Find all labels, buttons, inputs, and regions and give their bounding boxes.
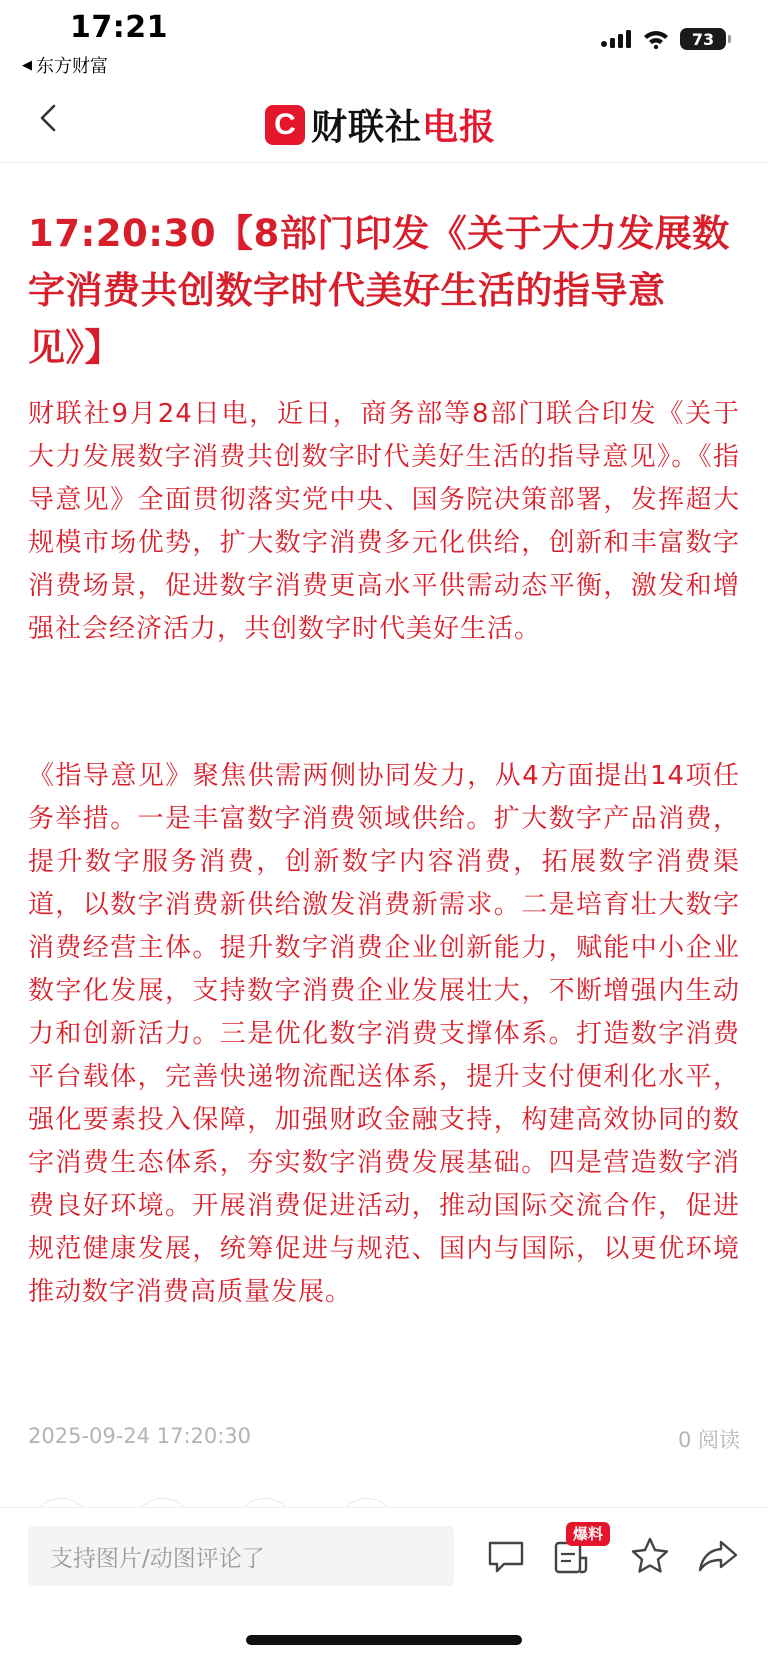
publish-datetime: 2025-09-24 17:20:30 [28, 1424, 252, 1448]
article-paragraph-2: 《指导意见》聚焦供需两侧协同发力，从4方面提出14项任务举措。一是丰富数字消费领域供给。扩大数字产品消费，提升数字服务消费，创新数字内容消费，拓展数字消费渠道，以数字消费新供给激发消费新需求。二是培育壮大数字消费经营主体。提升数字消费企业创新能力，赋能中小企业数字化发展，支持数字消费企业发展壮大，不断增强内生动力和创新活力。三是优化数字消费支撑体系。打造数字消费平台载体，完善快递物流配送体系，提升支付便利化水平，强化要素投入保障，加强财政金融支持，构建高效协同的数字消费生态体系，夯实数字消费发展基础。四是营造数字消费良好环境。开展消费促进活动，推动国际交流合作，促进规范健康发展，统筹促进与规范、国内与国际，以更优环境推动数字消费高质量发展。 [28, 761, 740, 1307]
article-paragraph-1: 财联社9月24日电，近日，商务部等8部门联合印发《关于大力发展数字消费共创数字时代美好生活的指导意见》。《指导意见》全面贯彻落实党中央、国务院决策部署，发挥超大规模市场优势，扩大数字消费多元化供给，创新和丰富数字消费场景，促进数字消费更高水平供需动态平衡，激发和增强社会经济活力，共创数字时代美好生活。 [28, 399, 740, 644]
article-headline: 17:20:30【8部门印发《关于大力发展数字消费共创数字时代美好生活的指导意见》】 [28, 212, 730, 369]
comment-input[interactable] [28, 1526, 454, 1586]
battery-level: 73 [691, 29, 715, 49]
battery-icon [680, 28, 726, 50]
system-icons [600, 28, 726, 50]
favorite-star-icon[interactable] [628, 1534, 672, 1578]
tip-badge[interactable]: 爆料 [566, 1522, 610, 1546]
brand-name-main: 财联社 [311, 107, 423, 148]
status-time: 17:21 [70, 10, 168, 45]
back-triangle-icon: ◀ [22, 57, 32, 73]
nav-bar [0, 84, 768, 163]
article-meta [28, 1424, 740, 1454]
read-count: 0 阅读 [677, 1428, 740, 1452]
comment-icon[interactable] [484, 1534, 528, 1578]
article-header [28, 205, 740, 376]
home-indicator [246, 1635, 522, 1645]
back-app-label: 东方财富 [36, 56, 108, 77]
status-bar [0, 0, 768, 80]
brand-logo [265, 99, 496, 150]
wifi-icon [642, 29, 670, 49]
brand-name-accent: 电报 [422, 107, 497, 148]
cls-logo-icon: C [265, 105, 305, 145]
brand-title [311, 99, 496, 150]
cellular-signal-icon [600, 29, 632, 49]
share-icon[interactable] [696, 1534, 740, 1578]
back-to-app-button[interactable] [22, 52, 108, 78]
back-chevron-icon[interactable] [30, 98, 70, 138]
comment-placeholder: 支持图片/动图评论了 [50, 1545, 265, 1572]
